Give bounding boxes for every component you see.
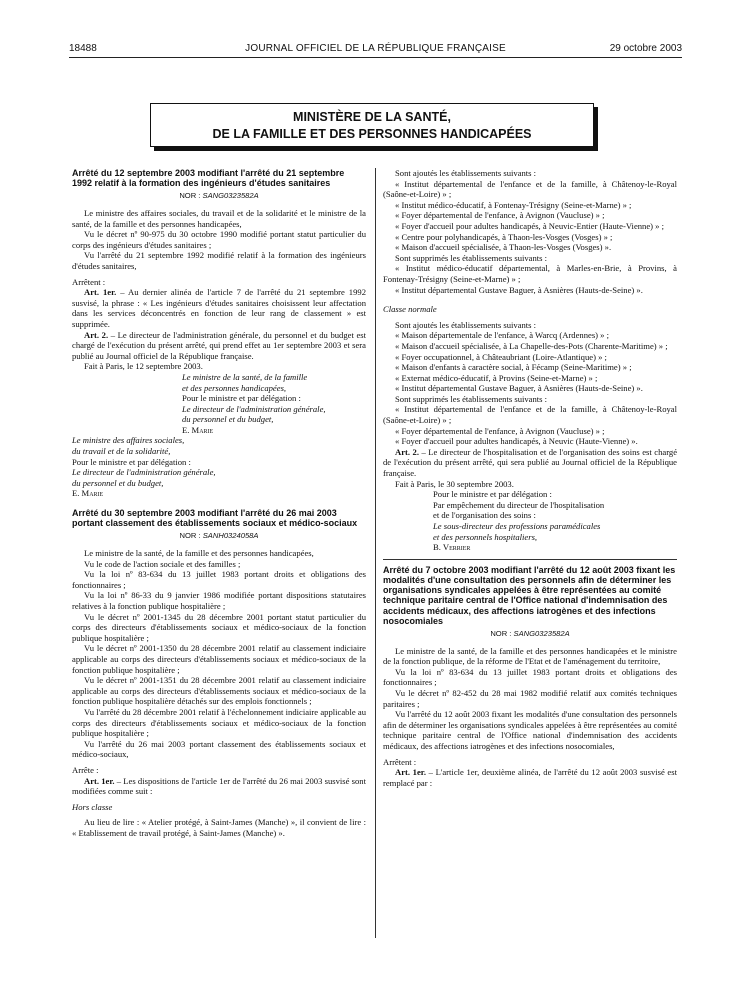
ministry-banner [150, 103, 594, 147]
list-item: « Foyer départemental de l'enfance, à Avignon (Vaucluse) » ; [395, 425, 605, 436]
paragraph: Vu la loi nº 83-634 du 13 juillet 1983 portant droits et obligations des fonctionnaires ; [72, 569, 366, 590]
classe-normale-heading: Classe normale [383, 304, 437, 315]
arrete-heading: Arrête : [72, 764, 99, 775]
header-rule [69, 57, 682, 58]
paragraph: Vu l'arrêté du 21 septembre 1992 modifié relatif à la formation des ingénieurs d'études sanitaires, [72, 250, 366, 271]
list-item: « Maison d'enfants à caractère social, à Fécamp (Seine-Maritime) » ; [395, 362, 632, 373]
list-item: « Maison d'accueil spécialisée, à La Chapelle-des-Pots (Charente-Maritime) » ; [395, 340, 668, 351]
article-2: Art. 2. – Le directeur de l'hospitalisation et de l'organisation des soins est chargé de l'exécution du présent arrêté, qui sera publié au Journal officiel de la République française. [383, 446, 678, 479]
paragraph: Sont ajoutés les établissements suivants : [395, 168, 537, 178]
paragraph: Sont ajoutés les établissements suivants : [395, 319, 537, 330]
column-divider [375, 168, 376, 938]
paragraph: Vu le décret nº 82-452 du 28 mai 1982 modifié relatif aux comités techniques paritaires ; [383, 687, 677, 709]
paragraph: Sont supprimés les établissements suivants : [395, 393, 548, 404]
nor-reference-2: NOR : SANH0324058A [179, 531, 259, 541]
fait-date: Fait à Paris, le 30 septembre 2003. [395, 478, 514, 489]
hors-classe-heading: Hors classe [72, 801, 113, 812]
paragraph: Vu l'arrêté du 26 mai 2003 portant classement des établissements sociaux et médico-sociaux, [72, 738, 366, 760]
article-1: Art. 1er. – Les dispositions de l'article 1er de l'arrêté du 26 mai 2003 susvisé sont modifiées comme suit : [72, 775, 366, 797]
paragraph: Vu la loi nº 83-634 du 13 juillet 1983 portant droits et obligations des fonctionnaires ; [383, 666, 677, 688]
page-header [69, 43, 682, 55]
decree-title-3: Arrêté du 7 octobre 2003 modifiant l'arrêté du 12 août 2003 fixant les modalités d'une consultation des personnels afin de déterminer les organisations syndicales appelées à être représentées au comité technique paritaire central de l'Office national d'indemnisation des accidents médicaux, des affections iatrogènes et des infections nosocomiales [383, 564, 676, 626]
paragraph: Le ministre des affaires sociales, du travail et de la solidarité et le ministre de la santé, de la famille et des personnes handicapées, [72, 208, 366, 229]
list-item: « Institut médico-éducatif, à Fontenay-Trésigny (Seine-et-Marne) » ; [395, 199, 632, 210]
nor-reference-3: NOR : SANG0323582A [490, 629, 570, 638]
ministry-line-2: DE LA FAMILLE ET DES PERSONNES HANDICAPÉES [212, 127, 532, 141]
paragraph: Vu l'arrêté du 12 août 2003 fixant les modalités d'une consultation des personnels afin de déterminer les organisations syndicales appelées à être représentées au comité technique paritaire central de l'Office national d'indemnisation des accidents médicaux, des affections iatrogènes et des infections nosocomiales, [383, 709, 677, 751]
signature-block-1: Le ministre de la santé, de la famille et des personnes handicapées, Pour le ministre et par délégation : Le directeur de l'administration générale, du personnel et du budget, E. Marie [182, 371, 326, 435]
paragraph: Vu le décret nº 2001-1345 du 28 décembre 2001 portant statut particulier du corps des directeurs d'établissements sociaux et médico-sociaux de la fonction publique hospitalière ; [72, 611, 366, 643]
paragraph: Sont supprimés les établissements suivants : [395, 252, 548, 263]
paragraph: Vu le décret nº 2001-1351 du 28 décembre 2001 relatif au classement indiciaire applicable au corps des directeurs d'établissements sociaux et médico-sociaux de la fonction publique hospitalière détachés sur des emplois fonctionnels ; [72, 675, 366, 707]
paragraph: Vu le code de l'action sociale et des familles ; [84, 558, 241, 569]
list-item: « Institut départemental Gustave Baguer, à Asnières (Hauts-de-Seine) ». [395, 383, 643, 394]
paragraph: Vu la loi nº 86-33 du 9 janvier 1986 modifiée portant dispositions statutaires relatives à la fonction publique hospitalière ; [72, 590, 366, 611]
list-item: « Institut départemental de l'enfance et de la famille, à Châtenoy-le-Royal (Saône-et-Loire) » ; [383, 404, 677, 426]
list-item: « Foyer d'accueil pour adultes handicapés, à Neuvic (Haute-Vienne) ». [395, 436, 638, 447]
journal-title: JOURNAL OFFICIEL DE LA RÉPUBLIQUE FRANÇAISE [245, 43, 506, 54]
paragraph: Vu l'arrêté du 28 décembre 2001 relatif à l'échelonnement indiciaire applicable au corps des directeurs d'établissements sociaux et médico-sociaux de la fonction publique hospitalière ; [72, 706, 366, 739]
arretent-heading: Arrêtent : [72, 276, 106, 287]
page-number: 18488 [69, 43, 97, 54]
list-item: « Maison d'accueil spécialisée, à Thaon-les-Vosges (Vosges) ». [395, 242, 612, 253]
list-item: « Externat médico-éducatif, à Provins (Seine-et-Marne) » ; [395, 372, 598, 383]
left-column [72, 168, 366, 838]
decree-title-1: Arrêté du 12 septembre 2003 modifiant l'arrêté du 21 septembre 1992 relatif à la formation des ingénieurs d'études sanitaires [72, 168, 345, 189]
list-item: « Centre pour polyhandicapés, à Thaon-les-Vosges (Vosges) » ; [395, 231, 613, 242]
list-item: « Maison départementale de l'enfance, à Warcq (Ardennes) » ; [395, 330, 610, 341]
right-column [383, 168, 677, 788]
nor-reference-1: NOR : SANG0323582A [179, 191, 259, 201]
paragraph: Au lieu de lire : « Atelier protégé, à Saint-James (Manche) », il convient de lire : « Etablissement de travail protégé, à Saint-James (Manche) ». [72, 817, 366, 838]
signature-block-3: Pour le ministre et par délégation : Par empêchement du directeur de l'hospitalisation et de l'organisation des soins : Le sous-directeur des professions paramédicales et des personnels hospitaliers, B. Verrier [433, 489, 605, 553]
section-divider [383, 559, 677, 560]
paragraph: Le ministre de la santé, de la famille et des personnes handicapées et le ministre de la fonction publique, de la réforme de l'Etat et de l'aménagement du territoire, [383, 645, 677, 667]
issue-date: 29 octobre 2003 [609, 43, 682, 54]
decree-title-2: Arrêté du 30 septembre 2003 modifiant l'arrêté du 26 mai 2003 portant classement des établissements sociaux et médico-sociaux [72, 508, 358, 529]
list-item: « Foyer d'accueil pour adultes handicapés, à Neuvic-Entier (Haute-Vienne) » ; [395, 220, 665, 231]
article-2: Art. 2. – Le directeur de l'administration générale, du personnel et du budget est chargé de l'exécution du présent arrêté, qui prend effet au 1er septembre 2003 et sera publié au Journal officiel de la République française. [72, 329, 366, 361]
list-item: « Institut départemental de l'enfance et de la famille, à Châtenoy-le-Royal (Saône-et-Loire) » ; [383, 178, 677, 200]
article-1: Art. 1er. – L'article 1er, deuxième alinéa, de l'arrêté du 12 août 2003 susvisé est remplacé par : [383, 767, 677, 788]
paragraph: Vu le décret nº 2001-1350 du 28 décembre 2001 relatif au classement indiciaire applicable au corps des directeurs d'établissements sociaux et médico-sociaux de la fonction publique hospitalière ; [72, 643, 366, 675]
arretent-heading: Arrêtent : [383, 756, 417, 767]
article-1: Art. 1er. – Au dernier alinéa de l'article 7 de l'arrêté du 21 septembre 1992 susvisé, la phrase : « Les ingénieurs d'études sanitaires choisissent leur affectation dans les services déconcentrés en fonction de leur rang de classement » est supprimée. [72, 287, 366, 329]
paragraph: Le ministre de la santé, de la famille et des personnes handicapées, [84, 548, 314, 559]
signature-block-2: Le ministre des affaires sociales, du travail et de la solidarité, Pour le ministre et par délégation : Le directeur de l'administration générale, du personnel et du budget, E. Marie [72, 435, 216, 499]
fait-date: Fait à Paris, le 12 septembre 2003. [84, 361, 203, 372]
list-item: « Foyer départemental de l'enfance, à Avignon (Vaucluse) » ; [395, 210, 605, 221]
list-item: « Foyer occupationnel, à Châteaubriant (Loire-Atlantique) » ; [395, 351, 607, 362]
ministry-line-1: MINISTÈRE DE LA SANTÉ, [293, 110, 451, 124]
list-item: « Institut médico-éducatif départemental, à Marles-en-Brie, à Provins, à Fontenay-Trésigny (Seine-et-Marne) » ; [383, 263, 677, 284]
list-item: « Institut départemental Gustave Baguer, à Asnières (Hauts-de-Seine) ». [395, 284, 643, 295]
paragraph: Vu le décret nº 90-975 du 30 octobre 1990 modifié portant statut particulier du corps des ingénieurs d'études sanitaires ; [72, 229, 366, 250]
